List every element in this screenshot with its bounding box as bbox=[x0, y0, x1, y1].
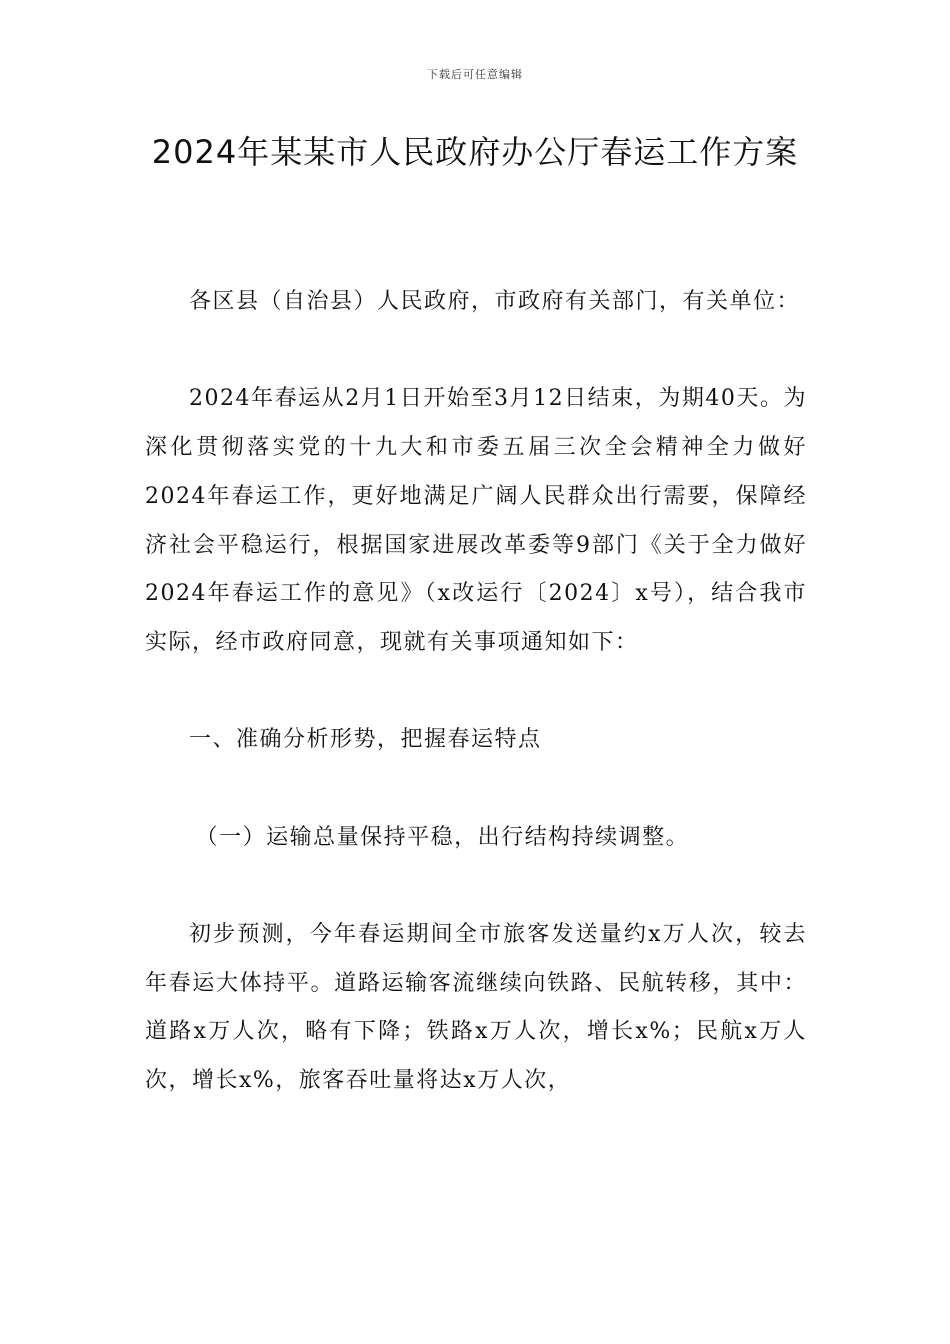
subsection-heading: （一）运输总量保持平稳，出行结构持续调整。 bbox=[195, 824, 690, 850]
salutation-paragraph: 各区县（自治县）人民政府，市政府有关部门，有关单位： bbox=[189, 289, 801, 314]
header-note: 下载后可任意编辑 bbox=[427, 68, 523, 81]
section-heading: 一、准确分析形势，把握春运特点 bbox=[189, 727, 542, 753]
document-body bbox=[145, 278, 807, 1155]
document-title: 2024年某某市人民政府办公厅春运工作方案 bbox=[151, 133, 799, 171]
forecast-paragraph: 初步预测，今年春运期间全市旅客发送量约x万人次，较去年春运大体持平。道路运输客流继续向铁路、民航转移，其中：道路x万人次，略有下降；铁路x万人次，增长x%；民航x万人次，增长x%，旅客吞吐量将达x万人次， bbox=[145, 922, 807, 1094]
intro-paragraph: 2024年春运从2月1日开始至3月12日结束，为期40天。为深化贯彻落实党的十九大和市委五届三次全会精神全力做好2024年春运工作，更好地满足广阔人民群众出行需要，保障经济社会平稳运行，根据国家进展改革委等9部门《关于全力做好2024年春运工作的意见》（x改运行〔2024〕x号），结合我市实际，经市政府同意，现就有关事项通知如下： bbox=[145, 386, 807, 655]
